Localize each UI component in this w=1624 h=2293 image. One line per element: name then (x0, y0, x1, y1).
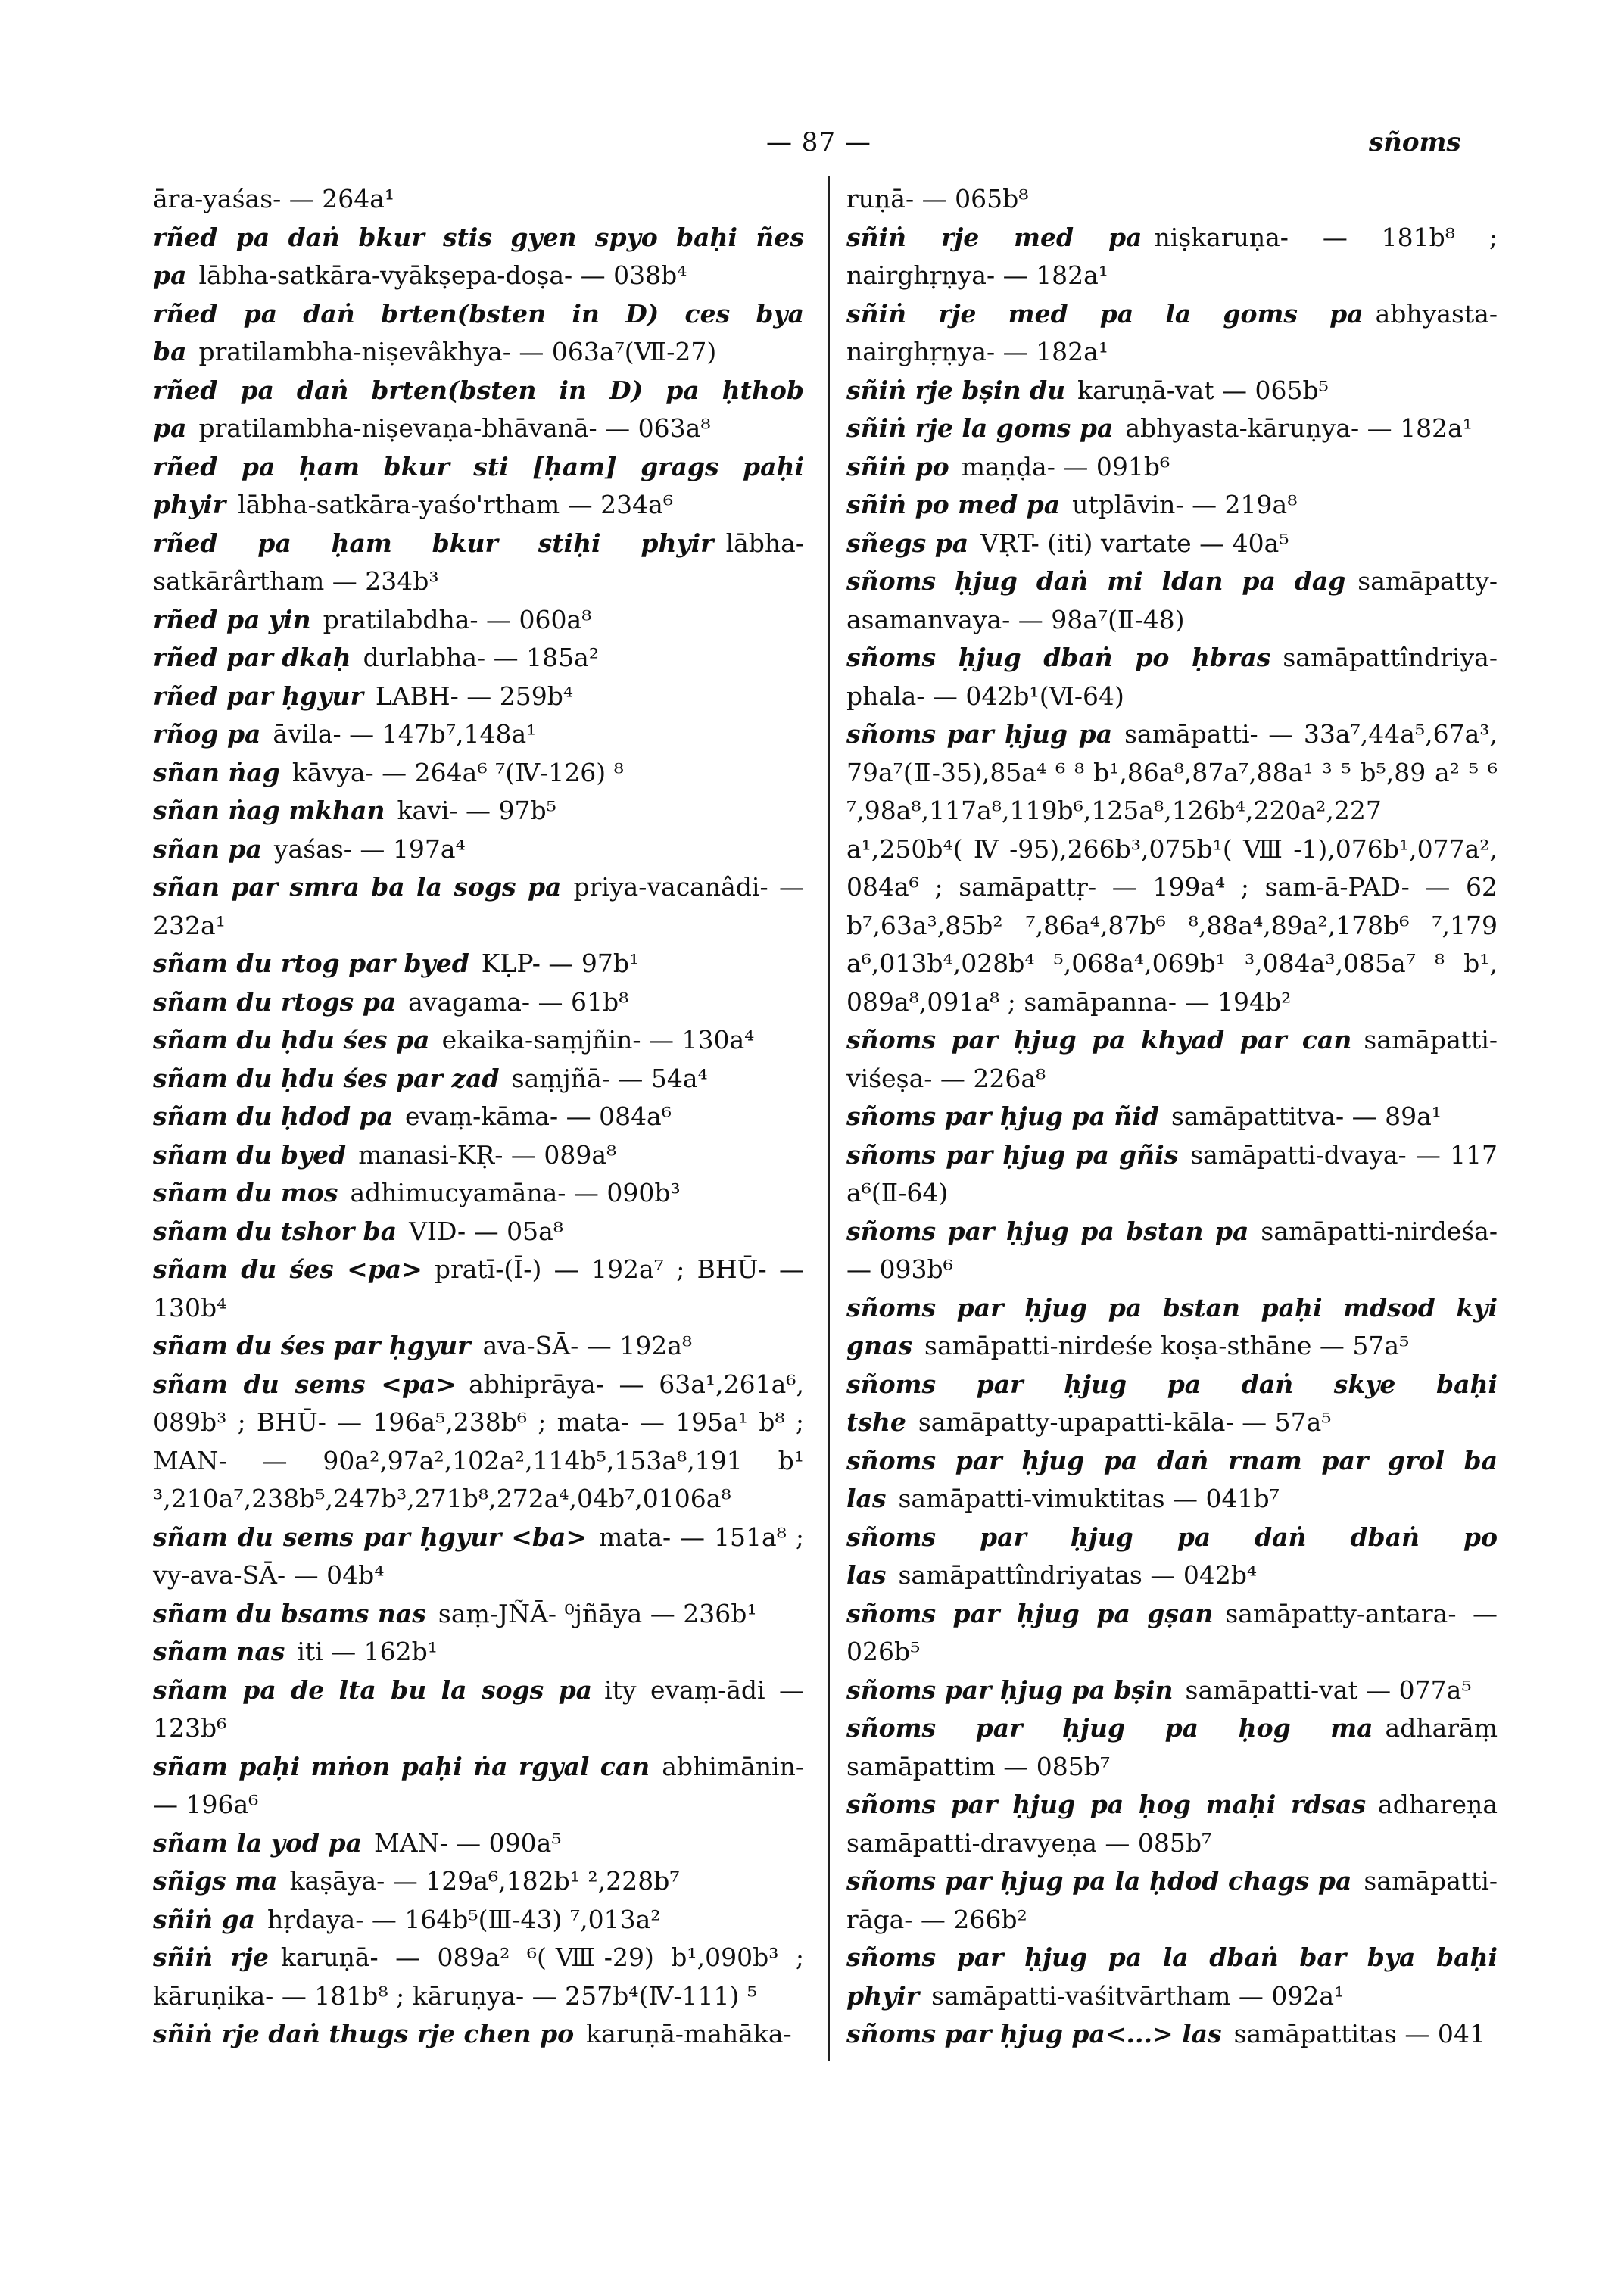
entry-definition: adharāṃ samāpattim — 085b⁷ (846, 1713, 1498, 1781)
entry-definition: pratī-(Ī-) — 192a⁷ ; BHŪ- — 130b⁴ (153, 1254, 804, 1323)
entry-headword: sñam du mos (153, 1178, 338, 1207)
entry-headword: rñed pa yin (153, 604, 311, 634)
dictionary-entry (153, 525, 804, 601)
entry-definition: samāpatti-rāga- — 266b² (846, 1866, 1498, 1934)
entry-definition: lābha-satkāra-vyākṣepa-doṣa- — 038b⁴ (198, 260, 687, 290)
entry-definition: samāpatti-nirdeśe koṣa-sthāne — 57a⁵ (924, 1331, 1410, 1360)
entry-definition: āvila- — 147b⁷,148a¹ (273, 719, 537, 749)
entry-definition: priya-vacanâdi- — 232a¹ (153, 872, 804, 940)
dictionary-entry (153, 868, 804, 945)
entry-headword: rñed par ḥgyur (153, 681, 363, 711)
dictionary-entry (846, 562, 1498, 639)
entry-headword: sñoms par ḥjug pa daṅ dbaṅ po las (846, 1522, 1498, 1590)
entry-definition: samāpatty-upapatti-kāla- — 57a⁵ (918, 1407, 1332, 1437)
entry-headword: rñed pa ḥam bkur stiḥi phyir (153, 528, 714, 558)
entry-definition: samāpatti- — 33a⁷,44a⁵,67a³, 79a⁷(Ⅱ-35),85a⁴ ⁶ ⁸ b¹,86a⁸,87a⁷,88a¹ ³ ⁵ b⁵,89 a² ⁵ ⁶ ⁷,98a⁸,117a⁸,119b⁶,125a⁸,126b⁴,220a²,227 a¹,250b⁴(Ⅳ-95),266b³,075b¹(Ⅷ-1),076b¹,077a², 084a⁶ ; samāpattṛ- — 199a⁴ ; sam-ā-PAD- — 62 b⁷,63a³,85b² ⁷,86a⁴,87b⁶ ⁸,88a⁴,89a²,178b⁶ ⁷,179 a⁶,013b⁴,028b⁴ ⁵,068a⁴,069b¹ ³,084a³,085a⁷ ⁸ b¹, 089a⁸,091a⁸ ; samāpanna- — 194b² (846, 719, 1498, 1017)
entry-definition: lābha-satkārârtham — 234b³ (153, 528, 804, 596)
entry-definition: VṚT- (iti) vartate — 40a⁵ (980, 528, 1289, 558)
dictionary-entry (846, 715, 1498, 1021)
entry-definition: utplāvin- — 219a⁸ (1072, 490, 1298, 519)
entry-definition: hṛdaya- — 164b⁵(Ⅲ-43) ⁷,013a² (267, 1904, 661, 1934)
entry-headword: sñoms par ḥjug pa bstan paḥi mdsod kyi gnas (846, 1292, 1498, 1360)
dictionary-entry (846, 372, 1498, 410)
dictionary-entry (846, 1366, 1498, 1442)
entry-headword: sñoms par ḥjug pa la dbaṅ bar bya baḥi phyir (846, 1943, 1498, 2011)
entry-definition: LABH- — 259b⁴ (375, 681, 574, 711)
dictionary-entry (153, 1251, 804, 1327)
entry-headword: sñan ṅag mkhan (153, 796, 385, 825)
dictionary-entry (153, 448, 804, 525)
entry-headword: sñoms ḥjug daṅ mi ldan pa dag (846, 566, 1346, 596)
entry-headword: sñam du ḥdu śes par zad (153, 1063, 500, 1093)
entry-headword: sñiṅ po med pa (846, 490, 1061, 519)
entry-headword: sñam nas (153, 1637, 285, 1666)
entry-definition: pratilambha-niṣevaṇa-bhāvanā- — 063a⁸ (198, 413, 711, 443)
entry-headword: sñiṅ rje (153, 1943, 269, 1972)
entry-definition: samāpattitva- — 89a¹ (1170, 1101, 1442, 1131)
entry-definition: karuṇā-vat — 065b⁵ (1077, 375, 1329, 405)
dictionary-entry (153, 639, 804, 678)
entry-headword: sñoms par ḥjug pa khyad par can (846, 1025, 1352, 1055)
dictionary-entry (153, 1366, 804, 1519)
dictionary-entry (153, 1327, 804, 1366)
dictionary-entry (846, 1098, 1498, 1136)
entry-headword: sñam du śes <pa> (153, 1254, 422, 1284)
dictionary-entry (846, 295, 1498, 372)
entry-definition: abhiprāya- — 63a¹,261a⁶, 089b³ ; BHŪ- — 196a⁵,238b⁶ ; mata- — 195a¹ b⁸ ; MAN- — 90a²,97a²,102a²,114b⁵,153a⁸,191 b¹ ³,210a⁷,238b⁵,247b³,271b⁸,272a⁴,04b⁷,0106a⁸ (153, 1369, 804, 1513)
entry-headword: sñam du rtog par byed (153, 949, 469, 978)
entry-headword: rñed pa daṅ brten(bsten in D) pa ḥthob pa (153, 375, 804, 443)
dictionary-entry (153, 601, 804, 640)
entry-definition: niṣkaruṇa- — 181b⁸ ; nairghṛṇya- — 182a¹ (846, 222, 1498, 290)
dictionary-entry (153, 1595, 804, 1634)
dictionary-entry (846, 1786, 1498, 1862)
entry-headword: sñoms par ḥjug pa ḥog maḥi rdsas (846, 1790, 1367, 1819)
entry-headword: sñan par smra ba la sogs pa (153, 872, 562, 902)
entry-headword: sñam du bsams nas (153, 1598, 426, 1628)
entry-headword: sñoms par ḥjug pa la ḥdod chags pa (846, 1866, 1352, 1896)
entry-definition: VID- — 05a⁸ (409, 1216, 564, 1246)
entry-definition: mata- — 151a⁸ ; vy-ava-SĀ- — 04b⁴ (153, 1522, 804, 1590)
dictionary-entry (153, 1824, 804, 1863)
entry-definition: kāvya- — 264a⁶ ⁷(Ⅳ-126) ⁸ (291, 757, 624, 787)
entry-headword: sñam du byed (153, 1139, 347, 1170)
right-column (846, 180, 1498, 2054)
dictionary-entry (153, 754, 804, 793)
entry-headword: sñiṅ ga (153, 1904, 256, 1934)
entry-headword: sñiṅ rje med pa (846, 222, 1142, 252)
entry-definition: samāpatty-asamanvaya- — 98a⁷(Ⅱ-48) (846, 566, 1498, 634)
entry-headword: sñiṅ rje med pa la goms pa (846, 298, 1364, 329)
dictionary-entry (846, 525, 1498, 563)
dictionary-entry (846, 1021, 1498, 1098)
entry-definition: MAN- — 090a⁵ (373, 1827, 562, 1858)
entry-definition: adhimucyamāna- — 090b³ (350, 1178, 681, 1207)
dictionary-entry (846, 2015, 1498, 2054)
entry-definition: āra-yaśas- — 264a¹ (153, 184, 395, 213)
entry-headword: rñed pa ḥam bkur sti [ḥam] grags paḥi phyir (153, 451, 804, 519)
dictionary-entry (846, 1862, 1498, 1939)
entry-definition: samāpatty-antara- — 026b⁵ (846, 1598, 1498, 1666)
entry-definition: karuṇā- — 089a² ⁶(Ⅷ-29) b¹,090b³ ; kāruṇika- — 181b⁸ ; kāruṇya- — 257b⁴(Ⅳ-111) ⁵ (153, 1943, 804, 2011)
entry-definition: ava-SĀ- — 192a⁸ (482, 1331, 693, 1360)
entry-headword: sñoms par ḥjug pa (846, 719, 1113, 749)
dictionary-entry (846, 219, 1498, 295)
dictionary-entry (846, 1939, 1498, 2015)
entry-headword: sñam du tshor ba (153, 1216, 397, 1246)
dictionary-entry (153, 983, 804, 1022)
entry-headword: rñed par dkaḥ (153, 643, 351, 672)
entry-headword: sñoms par ḥjug pa gñis (846, 1139, 1179, 1170)
dictionary-entry (153, 1633, 804, 1671)
entry-headword: sñiṅ rje bṣin du (846, 375, 1066, 405)
entry-headword: sñam pa de lta bu la sogs pa (153, 1675, 593, 1705)
entry-headword: sñam paḥi mṅon paḥi ṅa rgyal can (153, 1751, 650, 1781)
entry-headword: sñam la yod pa (153, 1827, 362, 1858)
entry-headword: rñed pa daṅ bkur stis gyen spyo baḥi ñes pa (153, 222, 804, 290)
entry-definition: samāpattîndriya-phala- — 042b¹(Ⅵ-64) (846, 643, 1498, 711)
dictionary-entry (846, 1289, 1498, 1366)
entry-headword: sñigs ma (153, 1866, 278, 1896)
dictionary-entry (846, 639, 1498, 715)
entry-definition: saṃ-JÑĀ- ⁰jñāya — 236b¹ (438, 1598, 757, 1628)
entry-headword: sñiṅ po (846, 451, 949, 481)
entry-headword: sñiṅ rje la goms pa (846, 413, 1114, 443)
entry-headword: sñan pa (153, 833, 262, 864)
entry-definition: samāpattîndriyatas — 042b⁴ (898, 1560, 1258, 1590)
entry-definition: iti — 162b¹ (297, 1637, 438, 1666)
entry-definition: lābha-satkāra-yaśo'rtham — 234a⁶ (238, 490, 674, 519)
entry-definition: evaṃ-kāma- — 084a⁶ (405, 1101, 672, 1131)
dictionary-entry (846, 486, 1498, 525)
left-column (153, 180, 804, 2054)
dictionary-entry (153, 1098, 804, 1136)
dictionary-entry (846, 1671, 1498, 1710)
entry-definition: samāpatti-vaśitvārtham — 092a¹ (931, 1980, 1345, 2011)
entry-definition: manasi-KṚ- — 089a⁸ (358, 1139, 617, 1170)
dictionary-entry (153, 1021, 804, 1060)
entry-headword: sñoms par ḥjug pa bstan pa (846, 1216, 1249, 1246)
dictionary-entry (153, 2015, 804, 2054)
entry-definition: karuṇā-mahāka- (586, 2019, 792, 2048)
entry-headword: sñan ṅag (153, 757, 280, 787)
dictionary-entry (846, 1213, 1498, 1289)
entry-definition: samāpattitas — 041 (1233, 2019, 1485, 2048)
entry-headword: sñoms par ḥjug pa daṅ rnam par grol ba las (846, 1445, 1498, 1513)
entry-definition: samāpatti-nirdeśa- — 093b⁶ (846, 1216, 1498, 1284)
entry-definition: abhyasta-nairghṛṇya- — 182a¹ (846, 298, 1498, 366)
dictionary-entry (153, 830, 804, 869)
entry-definition: yaśas- — 197a⁴ (273, 833, 466, 864)
entry-headword: sñam du ḥdu śes pa (153, 1025, 430, 1055)
entry-headword: rñog pa (153, 719, 261, 749)
page-number: — 87 — (766, 127, 871, 157)
dictionary-entry (846, 448, 1498, 487)
entry-definition: KḶP- — 97b¹ (481, 949, 640, 978)
entry-definition: samāpatti-dvaya- — 117 a⁶(Ⅱ-64) (846, 1139, 1498, 1207)
entry-headword: sñoms par ḥjug pa ñid (846, 1101, 1159, 1131)
dictionary-entry (846, 180, 1498, 219)
entry-definition: ruṇā- — 065b⁸ (846, 184, 1029, 213)
entry-headword: sñam du sems <pa> (153, 1369, 457, 1399)
running-head: sñoms (1369, 127, 1461, 157)
entry-headword: sñoms par ḥjug pa gṣan (846, 1598, 1214, 1628)
dictionary-entry (153, 1060, 804, 1098)
entry-definition: ity evaṃ-ādi — 123b⁶ (153, 1675, 804, 1743)
page-header (0, 121, 1624, 167)
dictionary-entry (846, 1595, 1498, 1671)
entry-definition: samāpatti-viśeṣa- — 226a⁸ (846, 1025, 1498, 1093)
dictionary-entry (153, 1136, 804, 1175)
dictionary-entry (153, 792, 804, 830)
dictionary-entry (153, 1939, 804, 2015)
entry-headword: sñiṅ rje daṅ thugs rje chen po (153, 2019, 575, 2048)
column-divider (828, 176, 830, 2061)
dictionary-entry (153, 372, 804, 448)
entry-definition: kavi- — 97b⁵ (397, 796, 556, 825)
entry-headword: sñoms par ḥjug pa ḥog ma (846, 1713, 1373, 1743)
dictionary-entry (153, 715, 804, 754)
entry-definition: pratilambha-niṣevâkhya- — 063a⁷(Ⅶ-27) (198, 337, 717, 366)
dictionary-entry (846, 1519, 1498, 1595)
dictionary-entry (846, 1442, 1498, 1519)
entry-definition: abhimānin- — 196a⁶ (153, 1751, 804, 1819)
entry-headword: sñam du rtogs pa (153, 986, 397, 1017)
entry-headword: sñoms par ḥjug pa daṅ skye baḥi tshe (846, 1369, 1498, 1437)
dictionary-entry (846, 1709, 1498, 1786)
dictionary-entry (846, 1136, 1498, 1213)
entry-headword: sñegs pa (846, 528, 969, 558)
entry-headword: sñam du śes par ḥgyur (153, 1331, 471, 1360)
dictionary-entry (153, 1862, 804, 1901)
dictionary-entry (153, 1519, 804, 1595)
dictionary-entry (153, 678, 804, 716)
dictionary-entry (153, 945, 804, 983)
entry-headword: rñed pa daṅ brten(bsten in D) ces bya ba (153, 298, 804, 366)
entry-definition: abhyasta-kāruṇya- — 182a¹ (1125, 413, 1473, 443)
entry-definition: avagama- — 61b⁸ (408, 986, 629, 1017)
entry-headword: sñoms ḥjug dbaṅ po ḥbras (846, 643, 1271, 672)
dictionary-entry (153, 1213, 804, 1251)
dictionary-entry (846, 410, 1498, 448)
dictionary-entry (153, 219, 804, 295)
entry-headword: sñoms par ḥjug pa bṣin (846, 1675, 1174, 1705)
entry-definition: adhareṇa samāpatti-dravyeṇa — 085b⁷ (846, 1790, 1498, 1858)
dictionary-entry (153, 1748, 804, 1824)
entry-definition: kaṣāya- — 129a⁶,182b¹ ²,228b⁷ (289, 1866, 680, 1896)
dictionary-entry (153, 1901, 804, 1939)
entry-headword: sñoms par ḥjug pa<...> las (846, 2019, 1222, 2048)
entry-definition: samāpatti-vimuktitas — 041b⁷ (898, 1484, 1280, 1513)
dictionary-entry (153, 295, 804, 372)
entry-definition: pratilabdha- — 060a⁸ (323, 604, 592, 634)
entry-definition: ekaika-saṃjñin- — 130a⁴ (441, 1025, 755, 1055)
entry-headword: sñam du sems par ḥgyur <ba> (153, 1522, 588, 1552)
entry-definition: samāpatti-vat — 077a⁵ (1185, 1675, 1472, 1705)
entry-definition: maṇḍa- — 091b⁶ (961, 451, 1170, 481)
entry-definition: saṃjñā- — 54a⁴ (511, 1063, 708, 1093)
dictionary-entry (153, 180, 804, 219)
entry-definition: durlabha- — 185a² (363, 643, 600, 672)
entry-headword: sñam du ḥdod pa (153, 1101, 394, 1131)
dictionary-entry (153, 1671, 804, 1748)
dictionary-entry (153, 1174, 804, 1213)
